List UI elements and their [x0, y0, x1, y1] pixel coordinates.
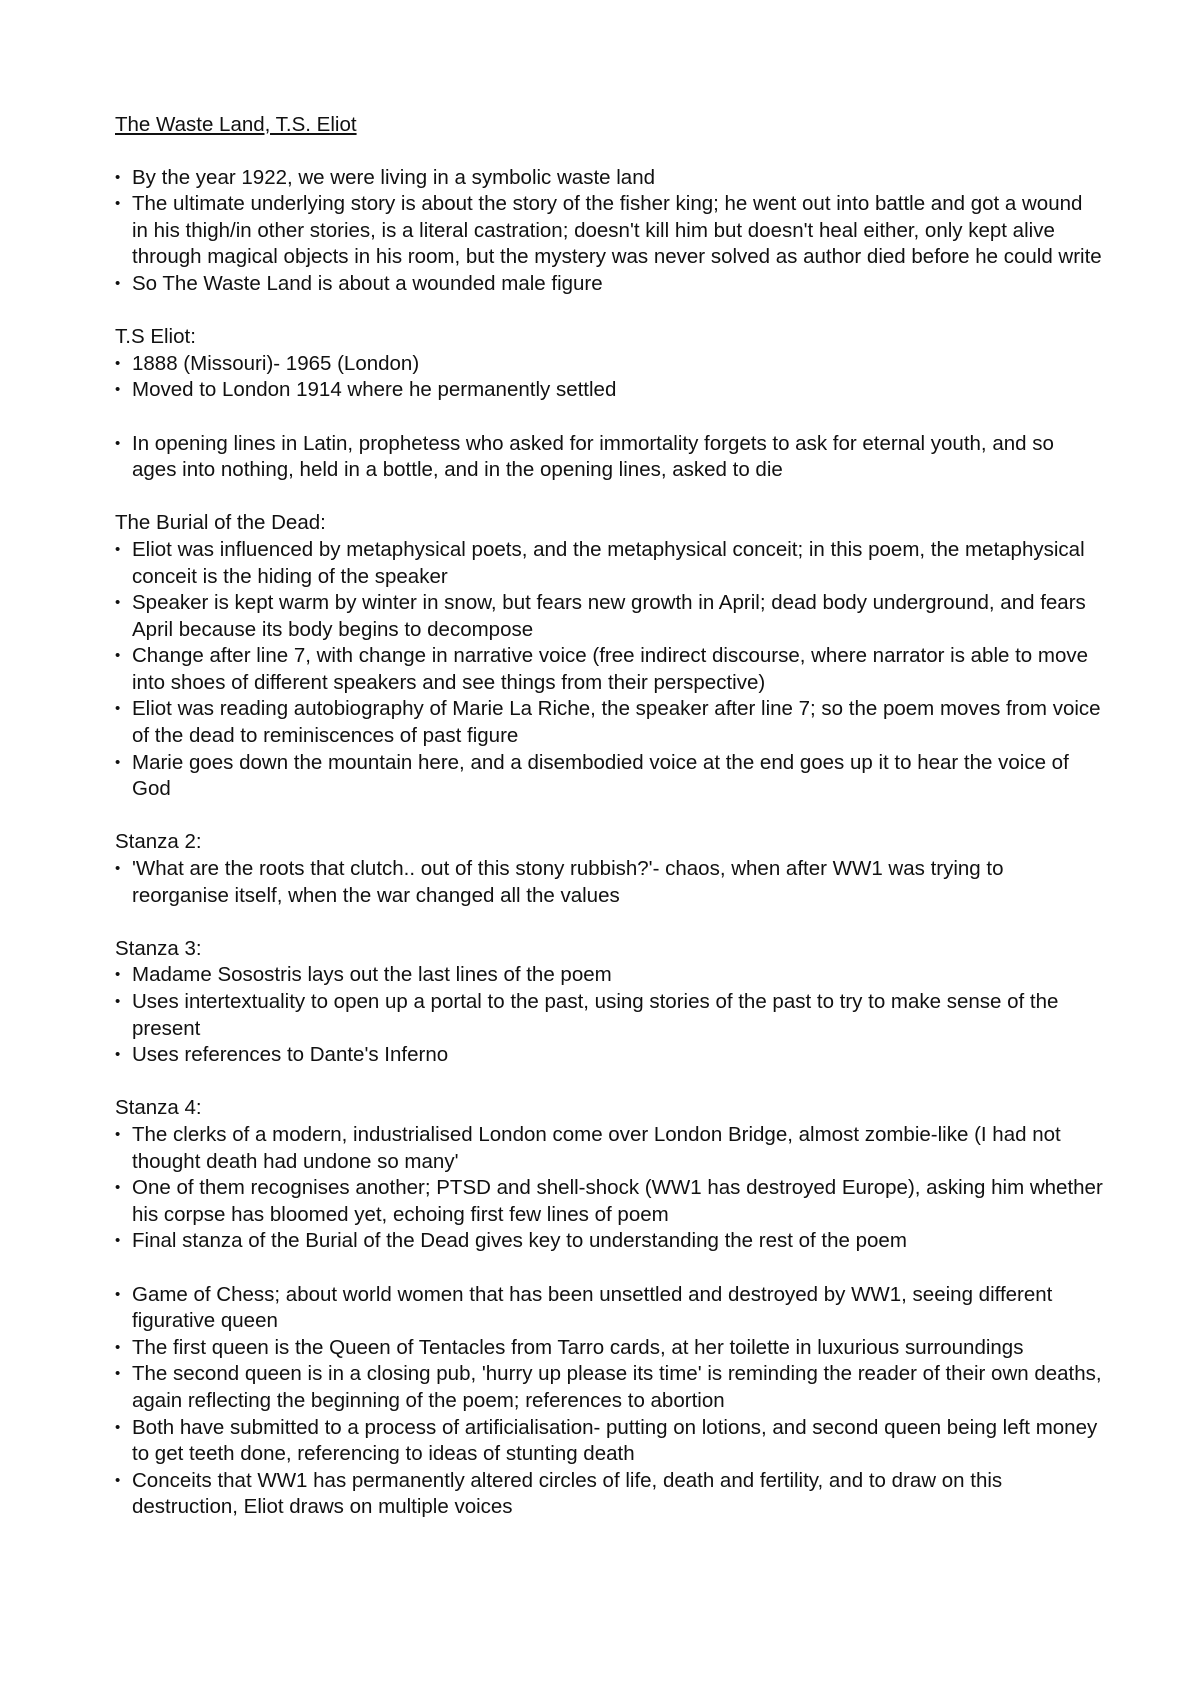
section-heading-burial: The Burial of the Dead: [115, 511, 326, 535]
list-item: • Both have submitted to a process of artificialisation- putting on lotions, and second queen being left money to get teeth done, referencing to ideas of stunting death [115, 1415, 1104, 1468]
list-item: • By the year 1922, we were living in a symbolic waste land [115, 165, 1104, 192]
list-item: • So The Waste Land is about a wounded male figure [115, 271, 1104, 298]
list-item: • One of them recognises another; PTSD and shell-shock (WW1 has destroyed Europe), asking him whether his corpse has bloomed yet, echoing first few lines of poem [115, 1175, 1104, 1228]
list-item: • Eliot was influenced by metaphysical poets, and the metaphysical conceit; in this poem, the metaphysical conceit is the hiding of the speaker [115, 537, 1104, 590]
list-item: • 'What are the roots that clutch.. out of this stony rubbish?'- chaos, when after WW1 was trying to reorganise itself, when the war changed all the values [115, 856, 1104, 909]
section-heading-stanza-2: Stanza 2: [115, 830, 202, 854]
list-item: • Uses references to Dante's Inferno [115, 1042, 1104, 1069]
list-item: • The second queen is in a closing pub, 'hurry up please its time' is reminding the reader of their own deaths, again reflecting the beginning of the poem; references to abortion [115, 1361, 1104, 1414]
list-item: • Conceits that WW1 has permanently altered circles of life, death and fertility, and to draw on this destruction, Eliot draws on multiple voices [115, 1468, 1104, 1521]
section-heading-stanza-3: Stanza 3: [115, 936, 202, 960]
list-item: • Uses intertextuality to open up a portal to the past, using stories of the past to try to make sense of the present [115, 989, 1104, 1042]
list-item: • The clerks of a modern, industrialised London come over London Bridge, almost zombie-like (I had not thought death had undone so many' [115, 1122, 1104, 1175]
list-item: • Final stanza of the Burial of the Dead gives key to understanding the rest of the poem [115, 1228, 1104, 1255]
stanza-3-list [115, 962, 1104, 1068]
section-heading-eliot: T.S Eliot: [115, 325, 196, 349]
list-item: • The first queen is the Queen of Tentacles from Tarro cards, at her toilette in luxurious surroundings [115, 1335, 1104, 1362]
intro-list [115, 165, 1104, 298]
list-item: • Eliot was reading autobiography of Marie La Riche, the speaker after line 7; so the poem moves from voice of the dead to reminiscences of past figure [115, 696, 1104, 749]
document-title: The Waste Land, T.S. Eliot [115, 113, 357, 136]
list-item: • Speaker is kept warm by winter in snow, but fears new growth in April; dead body underground, and fears April because its body begins to decompose [115, 590, 1104, 643]
list-item: • In opening lines in Latin, prophetess who asked for immortality forgets to ask for eternal youth, and so ages into nothing, held in a bottle, and in the opening lines, asked to die [115, 431, 1104, 484]
eliot-list [115, 351, 1104, 404]
burial-list [115, 537, 1104, 803]
list-item: • Moved to London 1914 where he permanently settled [115, 377, 1104, 404]
list-item: • Game of Chess; about world women that has been unsettled and destroyed by WW1, seeing different figurative queen [115, 1282, 1104, 1335]
stanza-4-list [115, 1122, 1104, 1255]
opening-list [115, 431, 1104, 484]
list-item: • The ultimate underlying story is about the story of the fisher king; he went out into battle and got a wound in his thigh/in other stories, is a literal castration; doesn't kill him but doesn't heal either, only kept alive through magical objects in his room, but the mystery was never solved as author died before he could write [115, 191, 1104, 271]
list-item: • Marie goes down the mountain here, and a disembodied voice at the end goes up it to hear the voice of God [115, 750, 1104, 803]
list-item: • Madame Sosostris lays out the last lines of the poem [115, 962, 1104, 989]
chess-list [115, 1282, 1104, 1521]
section-heading-stanza-4: Stanza 4: [115, 1096, 202, 1120]
stanza-2-list [115, 856, 1104, 909]
list-item: • Change after line 7, with change in narrative voice (free indirect discourse, where narrator is able to move into shoes of different speakers and see things from their perspective) [115, 643, 1104, 696]
list-item: • 1888 (Missouri)- 1965 (London) [115, 351, 1104, 378]
